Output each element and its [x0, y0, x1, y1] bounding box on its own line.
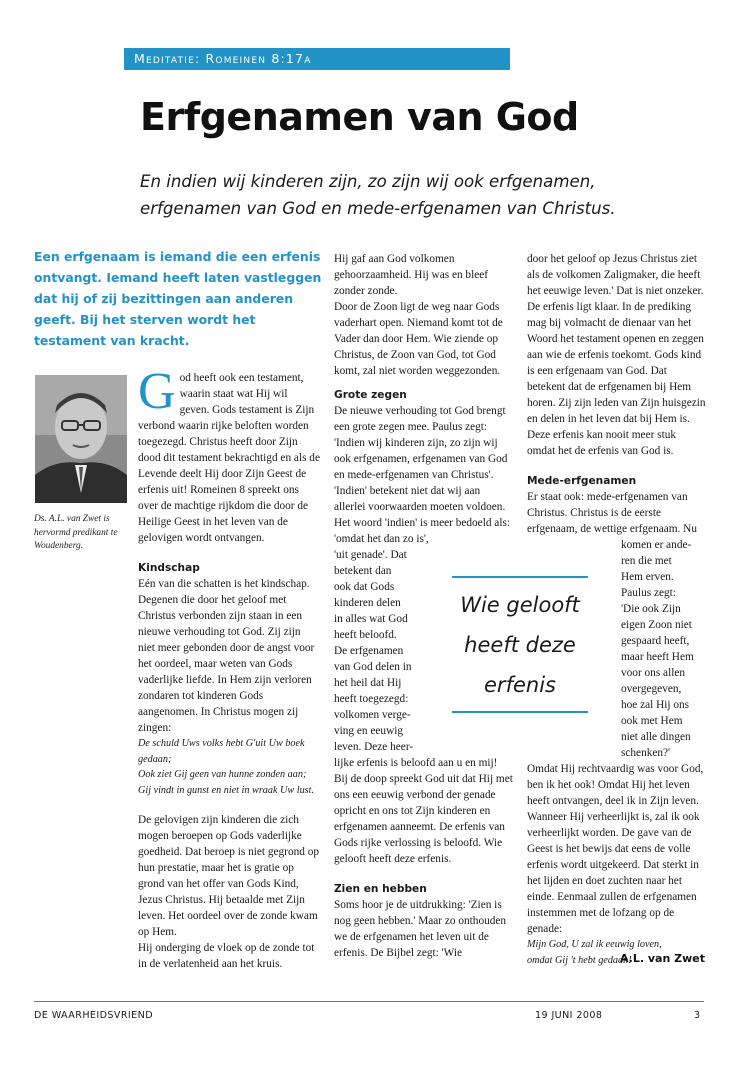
text-line: het heil dat Hij — [334, 677, 402, 689]
pull-quote-bottom-rule — [452, 711, 588, 713]
subheading-zien-en-hebben: Zien en hebben — [334, 883, 427, 895]
closing-quote: omdat Gij 't hebt gedaan! — [527, 954, 632, 966]
paragraph: De gelovigen zijn kinderen die zich mogen beroepen op Gods vaderlijke goedheid. Dat beroep is niet gegrond op hun prestatie, maar het is gratie op grond van het offer van Gods Kind, Jezus Christus. Hij betaalde met Zijn leven. Het oordeel over de zonde kwam op Hem. — [138, 814, 320, 938]
text-line: kinderen delen — [334, 597, 401, 609]
pull-quote-text — [452, 578, 588, 711]
author-photo — [35, 375, 127, 503]
pull-quote — [452, 576, 588, 713]
paragraph: Hij onderging de vloek op de zonde tot in de verlatenheid aan het kruis. — [138, 942, 315, 970]
text-line: betekent dan — [334, 565, 392, 577]
text-line: heeft toegezegd: — [334, 693, 409, 705]
text-line: Hem erven. — [621, 571, 674, 583]
footer-rule — [34, 1001, 704, 1002]
paragraph: lijke erfenis is beloofd aan u en mij! Bij de doop spreekt God uit dat Hij met ons een eeuwig verbond der genade opricht en ons tot Zijn kinderen en erfgenamen aanneemt. De erfenis van Gods rijke verlossing is beloofd. Wie gelooft heeft deze erfenis. — [334, 757, 513, 865]
paragraph: Soms hoor je de uitdrukking: 'Zien is nog geen hebben.' Maar zo onthouden we de erfgenamen het leven uit de erfenis. De Bijbel zegt: 'Wie — [334, 899, 507, 959]
text-line: gespaard heeft, — [621, 635, 690, 647]
photo-caption: Ds. A.L. van Zwet is hervormd predikant te Woudenberg. — [34, 514, 118, 551]
paragraph: De nieuwe verhouding tot God brengt een grote zegen mee. Paulus zegt: 'Indien wij kinderen zijn, zo zijn wij ook erfgenamen, erfgenamen van God en mede-erfgenamen van Christus'. 'Indien' betekent niet dat wij aan allerlei voorwaarden moeten voldoen. Het woord 'indien' is meer bedoeld als: 'omdat het dan zo is', — [334, 405, 510, 545]
footer-page-number: 3 — [694, 1010, 701, 1021]
pull-quote-line: Wie gelooft — [460, 593, 580, 617]
text-line: leven. Deze heer- — [334, 741, 414, 753]
text-line: ook dat Gods — [334, 581, 395, 593]
column-1 — [138, 363, 320, 972]
psalm-quote: Ook ziet Gij geen van hunne zonden aan; Gij vindt in gunst en niet in wraak Uw lust. — [138, 769, 315, 796]
text-line: De erfgenamen — [334, 645, 404, 657]
article-title: Erfgenamen van God — [140, 95, 579, 139]
text-line: maar heeft Hem — [621, 651, 694, 663]
text-line: Paulus zegt: — [621, 587, 676, 599]
subheading-grote-zegen: Grote zegen — [334, 389, 407, 401]
text-line: 'Die ook Zijn — [621, 603, 681, 615]
text-line: overgegeven, — [621, 683, 682, 695]
text-line: in alles wat God — [334, 613, 408, 625]
paragraph: Eén van die schatten is het kindschap. Degenen die door het geloof met Christus verbonden zijn staan in een nieuwe verhouding tot God. Zij zijn niet meer gebonden door de angst voor het oordeel, maar weten van Gods vaderlijke liefde. In Hem zijn verloren zondaren tot kinderen Gods aangenomen. In Christus mogen zij zingen: — [138, 578, 315, 734]
text-line: komen er ande- — [621, 539, 692, 551]
text-line: eigen Zoon niet — [621, 619, 692, 631]
text-line: hoe zal Hij ons — [621, 699, 690, 711]
text-line: volkomen verge- — [334, 709, 411, 721]
footer-date: 19 JUNI 2008 — [535, 1010, 603, 1021]
closing-quote: Mijn God, U zal ik eeuwig loven, — [527, 939, 662, 950]
text-line: schenken?' — [621, 747, 671, 759]
subheading-kindschap: Kindschap — [138, 562, 200, 574]
section-rubric: Meditatie: Romeinen 8:17a — [124, 48, 510, 70]
text-line: ren die met — [621, 555, 672, 567]
paragraph: door het geloof op Jezus Christus ziet als de volkomen Zaligmaker, die heeft het eeuwige leven.' Dat is niet onzeker. — [527, 253, 704, 297]
paragraph: De erfenis ligt klaar. In de prediking mag bij volmacht de dienaar van het Woord het testament openen en zeggen aan wie de erfenis toekomt. Gods kind is een erfgenaam van God. Dat betekent dat de erfgenamen bij Hem horen. Zij zijn leden van Zijn huisgezin en delen in het leven dat bij Hem is. Deze erfenis kan nooit meer stuk omdat het de erfenis van God is. — [527, 301, 706, 457]
paragraph: Omdat Hij rechtvaardig was voor God, ben ik het ook! Omdat Hij het leven heeft ontvangen, deel ik in Zijn leven. Wanneer Hij verheerlijkt is, zal ik ook verheerlijkt worden. De gave van de Geest is het bewijs dat eens de volle erfenis wordt uitgekeerd. Dat sterkt in het lijden en doet zuchten naar het einde. Eenmaal zullen de erfgenamen instemmen met de lofzang op de genade: — [527, 763, 704, 935]
text-line: ving en eeuwig — [334, 725, 404, 737]
pull-quote-line: erfenis — [484, 673, 556, 697]
text-line: 'uit genade'. Dat — [334, 549, 407, 561]
paragraph: Door de Zoon ligt de weg naar Gods vaderhart open. Niemand komt tot de Vader dan door Hem. Wie ziende op Christus, de Zoon van God, tot God komt, zal niet worden weggezonden. — [334, 301, 503, 377]
intro-paragraph: Een erfgenaam is iemand die een erfenis ontvangt. Iemand heeft laten vastleggen dat hij of zij bezittingen aan anderen geeft. Bij het sterven wordt het testament van kracht. — [34, 249, 322, 348]
paragraph: Hij gaf aan God volkomen gehoorzaamheid. Hij was en bleef zonder zonde. — [334, 253, 489, 297]
subheading-mede-erfgenamen: Mede-erfgenamen — [527, 475, 637, 487]
pull-quote-line: heeft deze — [464, 633, 576, 657]
text-line: ook met Hem — [621, 715, 683, 727]
text-line: heeft beloofd. — [334, 629, 397, 641]
footer-publication: DE WAARHEIDSVRIEND — [34, 1010, 153, 1021]
psalm-quote: De schuld Uws volks hebt G'uit Uw boek gedaan; — [138, 738, 305, 765]
article-subtitle: En indien wij kinderen zijn, zo zijn wij ook erfgenamen, erfgenamen van God en mede-erfgenamen van Christus. — [140, 172, 616, 218]
drop-cap: G — [138, 363, 176, 420]
paragraph: Er staat ook: mede-erfgenamen van Christus. Christus is de eerste erfgenaam, de wettige erfgenaam. Nu — [527, 491, 697, 535]
paragraph: od heeft ook een testament, waarin staat wat Hij wil geven. Gods testament is Zijn verbond waarin rijke beloften worden toegezegd. Christus heeft door Zijn dood dit testament bekrachtigd en als de Levende deelt Hij door Zijn Geest de erfenis uit! Romeinen 8 spreekt ons over de machtige rijkdom die door de Heilige Geest in het leven van de gelovigen wordt ontvangen. — [138, 372, 320, 544]
text-line: voor ons allen — [621, 667, 686, 679]
text-line: niet alle dingen — [621, 731, 691, 743]
author-signature: A.L. van Zwet — [619, 952, 705, 965]
text-line: van God delen in — [334, 661, 412, 673]
